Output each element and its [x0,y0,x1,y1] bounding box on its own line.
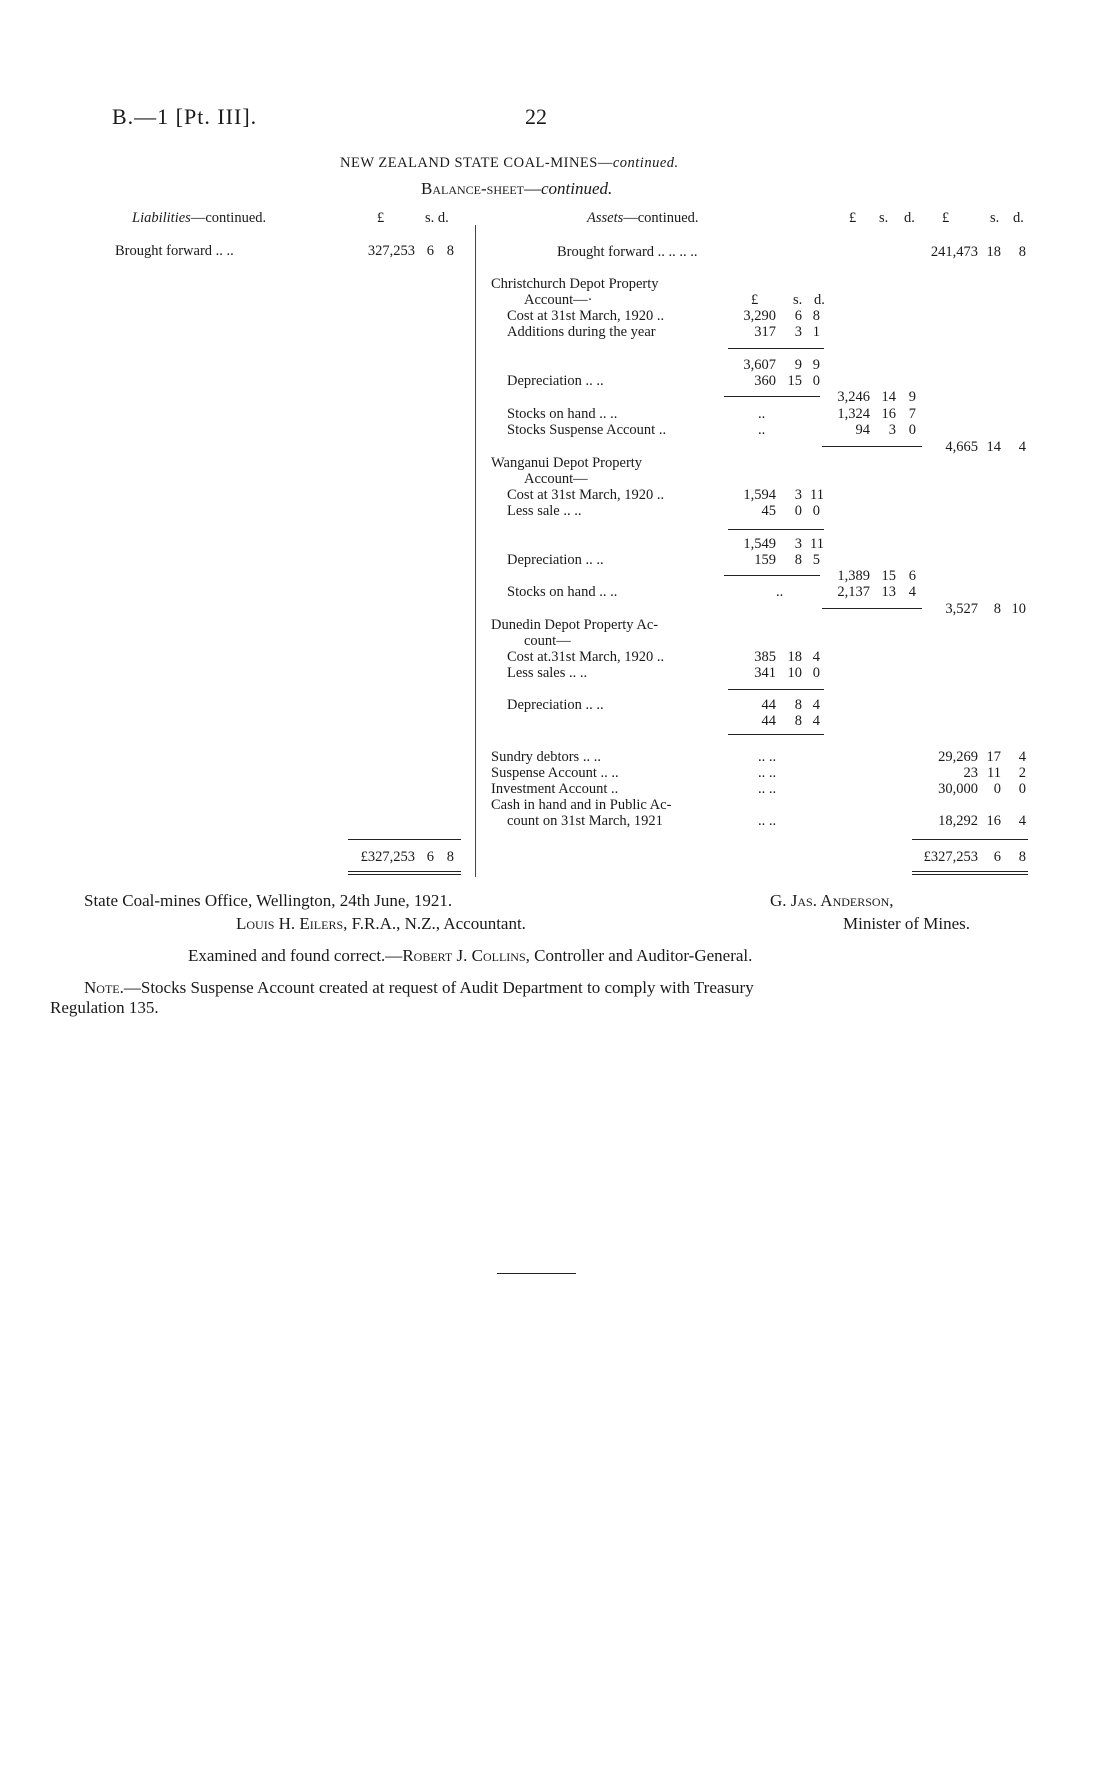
wanganui-total-rule [822,608,922,609]
wanganui-net-pence: 6 [908,568,916,584]
cash-pounds: 18,292 [938,813,978,829]
cash-dots: .. .. [758,813,777,829]
wanganui-stocks-label: Stocks on hand .. .. [507,584,618,600]
dunedin-title-line2: count— [524,633,571,649]
christchurch-stocks-shillings: 16 [881,406,896,422]
christchurch-additions-pence: 1 [812,324,820,340]
christchurch-subtotal-pounds: 3,607 [743,357,776,373]
christchurch-title-line2: Account—· [524,292,593,308]
christchurch-depreciation-shillings: 15 [787,373,802,389]
christchurch-suspense-label: Stocks Suspense Account .. [507,422,667,438]
wanganui-depreciation-pounds: 159 [754,552,776,568]
dunedin-subtotal-pounds: 44 [761,697,776,713]
dunedin-less-sales-label: Less sales .. .. [507,665,588,681]
cash-label-line1: Cash in hand and in Public Ac- [491,797,672,813]
assets-total-double-rule-2 [912,874,1028,875]
balance-sheet-column-divider [475,225,476,877]
christchurch-cost-label: Cost at 31st March, 1920 .. [507,308,665,324]
investment-account-pounds: 30,000 [938,781,978,797]
christchurch-net-pence: 9 [908,389,916,405]
dunedin-cost-label: Cost at.31st March, 1920 .. [507,649,665,665]
wanganui-stocks-shillings: 13 [881,584,896,600]
dunedin-cost-pence: 4 [812,649,820,665]
liabilities-brought-forward-pence: 8 [446,243,454,259]
christchurch-total-shillings: 14 [986,439,1001,455]
controller-name: Robert J. Collins [402,946,526,965]
christchurch-stocks-pounds: 1,324 [837,406,870,422]
audit-statement [188,946,752,966]
cash-shillings: 16 [986,813,1001,829]
wanganui-subtotal-pence: 11 [810,536,824,552]
wanganui-total-pence: 10 [1011,601,1026,617]
sundry-debtors-pence: 4 [1018,749,1026,765]
suspense-account-pence: 2 [1018,765,1026,781]
christchurch-total-pounds: 4,665 [945,439,978,455]
wanganui-title-line2: Account— [524,471,588,487]
assets-heading-italic: Assets [587,210,624,226]
suspense-account-shillings: 11 [987,765,1001,781]
dunedin-net-rule [728,734,824,735]
note-text: —Stocks Suspense Account created at request of Audit Department to comply with Treasury [123,978,754,997]
liabilities-heading [132,210,266,226]
christchurch-stocks-pence: 7 [908,406,916,422]
christchurch-net-pounds: 3,246 [837,389,870,405]
wanganui-depreciation-label: Depreciation .. .. [507,552,604,568]
christchurch-depreciation-label: Depreciation .. .. [507,373,604,389]
wanganui-stocks-pence: 4 [908,584,916,600]
note-line-2: Regulation 135. [50,998,159,1017]
wanganui-less-sale-shillings: 0 [794,503,802,519]
audit-statement-lead: Examined and found correct.— [188,946,403,965]
wanganui-net-shillings: 15 [881,568,896,584]
suspense-account-dots: .. .. [758,765,777,781]
assets-col-header-pound-1: £ [849,210,857,226]
assets-heading [587,210,699,226]
assets-col-header-shillings-2: s. [990,210,1000,226]
dunedin-depreciation-pounds: 44 [761,713,776,729]
dunedin-cost-shillings: 18 [787,649,802,665]
dunedin-subtotal-shillings: 8 [794,697,802,713]
sundry-debtors-shillings: 17 [986,749,1001,765]
wanganui-cost-pounds: 1,594 [743,487,776,503]
accountant-signature [236,914,526,934]
liabilities-heading-italic: Liabilities [132,210,191,226]
dunedin-less-sales-pounds: 341 [754,665,776,681]
wanganui-less-sale-pounds: 45 [761,503,776,519]
christchurch-suspense-shillings: 3 [888,422,896,438]
investment-account-dots: .. .. [758,781,777,797]
wanganui-depreciation-pence: 5 [812,552,820,568]
dunedin-less-sales-shillings: 10 [787,665,802,681]
dunedin-cost-pounds: 385 [754,649,776,665]
minister-title: Minister of Mines. [843,914,971,933]
suspense-account-label: Suspense Account .. .. [491,765,619,781]
christchurch-header-pence: d. [814,292,825,308]
wanganui-subtotal-pounds: 1,549 [743,536,776,552]
liabilities-heading-rest: —continued. [190,210,267,226]
christchurch-additions-pounds: 317 [754,324,776,340]
assets-col-header-pound-2: £ [942,210,950,226]
note-line-1 [84,978,754,998]
minister-name: G. Jas. Anderson, [770,891,894,910]
liabilities-total-top-rule [348,839,461,840]
christchurch-cost-shillings: 6 [794,308,802,324]
investment-account-pence: 0 [1018,781,1026,797]
sundry-debtors-pounds: 29,269 [938,749,978,765]
suspense-account-pounds: 23 [963,765,978,781]
liabilities-brought-forward-shillings: 6 [426,243,434,259]
assets-brought-forward-label: Brought forward .. .. .. .. [557,244,698,260]
dunedin-subtotal-rule [728,689,824,690]
controller-title: , Controller and Auditor-General. [525,946,753,965]
assets-col-header-pence-1: d. [904,210,915,226]
liabilities-brought-forward-label: Brought forward .. .. [115,243,234,259]
document-reference: B.—1 [Pt. III]. [112,104,258,129]
assets-col-header-pence-2: d. [1013,210,1024,226]
wanganui-cost-shillings: 3 [794,487,802,503]
section-subtitle [421,179,612,199]
christchurch-depreciation-pounds: 360 [754,373,776,389]
sundry-debtors-label: Sundry debtors .. .. [491,749,601,765]
liabilities-brought-forward-pounds: 327,253 [367,243,415,259]
liabilities-total-double-rule-1 [348,871,461,872]
dunedin-subtotal-pence: 4 [812,697,820,713]
investment-account-shillings: 0 [993,781,1001,797]
dunedin-depreciation-pence: 4 [812,713,820,729]
christchurch-subtotal-shillings: 9 [794,357,802,373]
christchurch-total-pence: 4 [1018,439,1026,455]
wanganui-less-sale-label: Less sale .. .. [507,503,582,519]
wanganui-less-sale-pence: 0 [812,503,820,519]
note-label: Note. [84,978,124,997]
investment-account-label: Investment Account .. [491,781,619,797]
assets-brought-forward-pounds: 241,473 [930,244,978,260]
cash-pence: 4 [1018,813,1026,829]
christchurch-subtotal-rule [728,348,824,349]
christchurch-suspense-pounds: 94 [855,422,870,438]
liabilities-pound-header: £ [377,210,385,226]
christchurch-header-pound: £ [751,292,759,308]
page-number: 22 [525,104,547,129]
wanganui-subtotal-rule [728,529,824,530]
christchurch-additions-shillings: 3 [794,324,802,340]
assets-brought-forward-shillings: 18 [986,244,1001,260]
wanganui-title-line1: Wanganui Depot Property [491,455,643,471]
wanganui-depreciation-shillings: 8 [794,552,802,568]
assets-total-pence: 8 [1018,849,1026,865]
section-subtitle-main: Balance-sheet— [421,179,541,198]
wanganui-stocks-dots: .. [776,584,784,600]
liabilities-total-shillings: 6 [426,849,434,865]
assets-total-top-rule [912,839,1028,840]
wanganui-total-pounds: 3,527 [945,601,978,617]
cash-label-line2: count on 31st March, 1921 [507,813,663,829]
assets-heading-rest: —continued. [623,210,699,226]
end-rule [497,1273,576,1274]
liabilities-total-pence: 8 [446,849,454,865]
christchurch-stocks-dots: .. [758,406,766,422]
christchurch-subtotal-pence: 9 [812,357,820,373]
christchurch-title-line1: Christchurch Depot Property [491,276,659,292]
wanganui-net-pounds: 1,389 [837,568,870,584]
wanganui-subtotal-shillings: 3 [794,536,802,552]
assets-total-pounds: £327,253 [923,849,978,865]
office-date-line: State Coal-mines Office, Wellington, 24th June, 1921. [84,891,453,910]
assets-total-shillings: 6 [993,849,1001,865]
page-title-main: NEW ZEALAND STATE COAL-MINES— [340,155,613,171]
page-title [340,155,679,171]
liabilities-total-double-rule-2 [348,874,461,875]
christchurch-total-rule [822,446,922,447]
assets-total-double-rule-1 [912,871,1028,872]
dunedin-less-sales-pence: 0 [812,665,820,681]
wanganui-cost-pence: 11 [810,487,824,503]
assets-col-header-shillings-1: s. [879,210,889,226]
christchurch-depreciation-pence: 0 [812,373,820,389]
liabilities-sd-header: s. d. [425,210,449,226]
assets-brought-forward-pence: 8 [1018,244,1026,260]
christchurch-header-shillings: s. [793,292,803,308]
christchurch-additions-label: Additions during the year [507,324,656,340]
dunedin-depreciation-label: Depreciation .. .. [507,697,604,713]
liabilities-total-pounds: £327,253 [360,849,415,865]
wanganui-stocks-pounds: 2,137 [837,584,870,600]
christchurch-suspense-dots: .. [758,422,766,438]
christchurch-cost-pounds: 3,290 [743,308,776,324]
christchurch-net-rule [724,396,820,397]
section-subtitle-continued: continued. [541,179,613,198]
dunedin-depreciation-shillings: 8 [794,713,802,729]
wanganui-cost-label: Cost at 31st March, 1920 .. [507,487,665,503]
christchurch-suspense-pence: 0 [908,422,916,438]
accountant-title: , F.R.A., N.Z., Accountant. [343,914,526,933]
accountant-name: Louis H. Eilers [236,914,344,933]
christchurch-cost-pence: 8 [812,308,820,324]
christchurch-stocks-label: Stocks on hand .. .. [507,406,618,422]
sundry-debtors-dots: .. .. [758,749,777,765]
page-title-continued: continued. [612,155,679,171]
christchurch-net-shillings: 14 [881,389,896,405]
dunedin-title-line1: Dunedin Depot Property Ac- [491,617,659,633]
wanganui-total-shillings: 8 [993,601,1001,617]
wanganui-net-rule [724,575,820,576]
